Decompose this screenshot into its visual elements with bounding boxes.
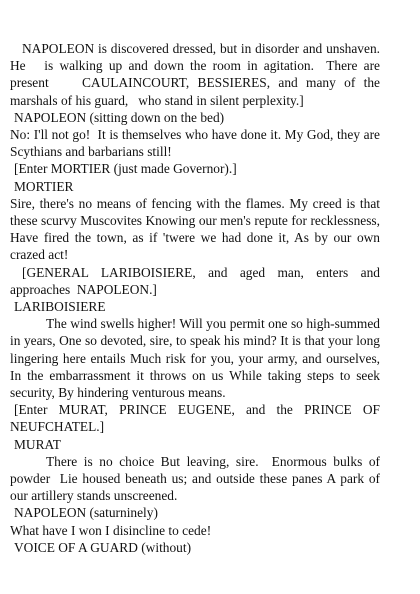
speaker-name: MORTIER [14, 178, 74, 194]
speech-text: What have I won I disincline to cede! [10, 522, 212, 538]
speaker-name: LARIBOISIERE [14, 299, 106, 315]
speaker-name: NAPOLEON (saturninely) [14, 505, 158, 521]
stage-direction: [Enter MORTIER (just made Governor).] [14, 161, 237, 177]
speech-text: Sire, there's no means of fencing with the flames. My creed is that these scurvy Muscovites Knowing our men's repute for recklessness, Have fired the town, as if 'twere we had done it, As by our own crazed act! [10, 195, 380, 263]
speaker-name: NAPOLEON (sitting down on the bed) [14, 109, 225, 125]
speech-text: No: I'll not go! It is themselves who have done it. My God, they are Scythians and barbarians still! [10, 127, 384, 160]
speaker-name: MURAT [14, 436, 61, 452]
stage-direction: [Enter MURAT, PRINCE EUGENE, and the PRINCE OF NEUFCHATEL.] [10, 402, 380, 435]
speaker-name: VOICE OF A GUARD (without) [14, 539, 192, 555]
play-text-page [10, 40, 387, 556]
stage-direction: NAPOLEON is discovered dressed, but in disorder and unshaven. He is walking up and down the room in agitation. There are present CAULAINCOURT, BESSIERES, and many of the marshals of his guard, who stand in silent perplexity.] [10, 41, 387, 108]
speech-text: There is no choice But leaving, sire. Enormous bulks of powder Lie housed beneath us; and outside these panes A park of our artillery stands unscreened. [10, 453, 384, 504]
speech-text: The wind swells higher! Will you permit one so high-summed in years, One so devoted, sire, to speak his mind? It is that your long lingering here entails Much risk for you, your army, and ourselves, In the embarrassment it throws on us While taking steps to seek security, By hindering venturous means. [10, 316, 380, 401]
stage-direction: [GENERAL LARIBOISIERE, and aged man, enters and approaches NAPOLEON.] [10, 264, 384, 297]
